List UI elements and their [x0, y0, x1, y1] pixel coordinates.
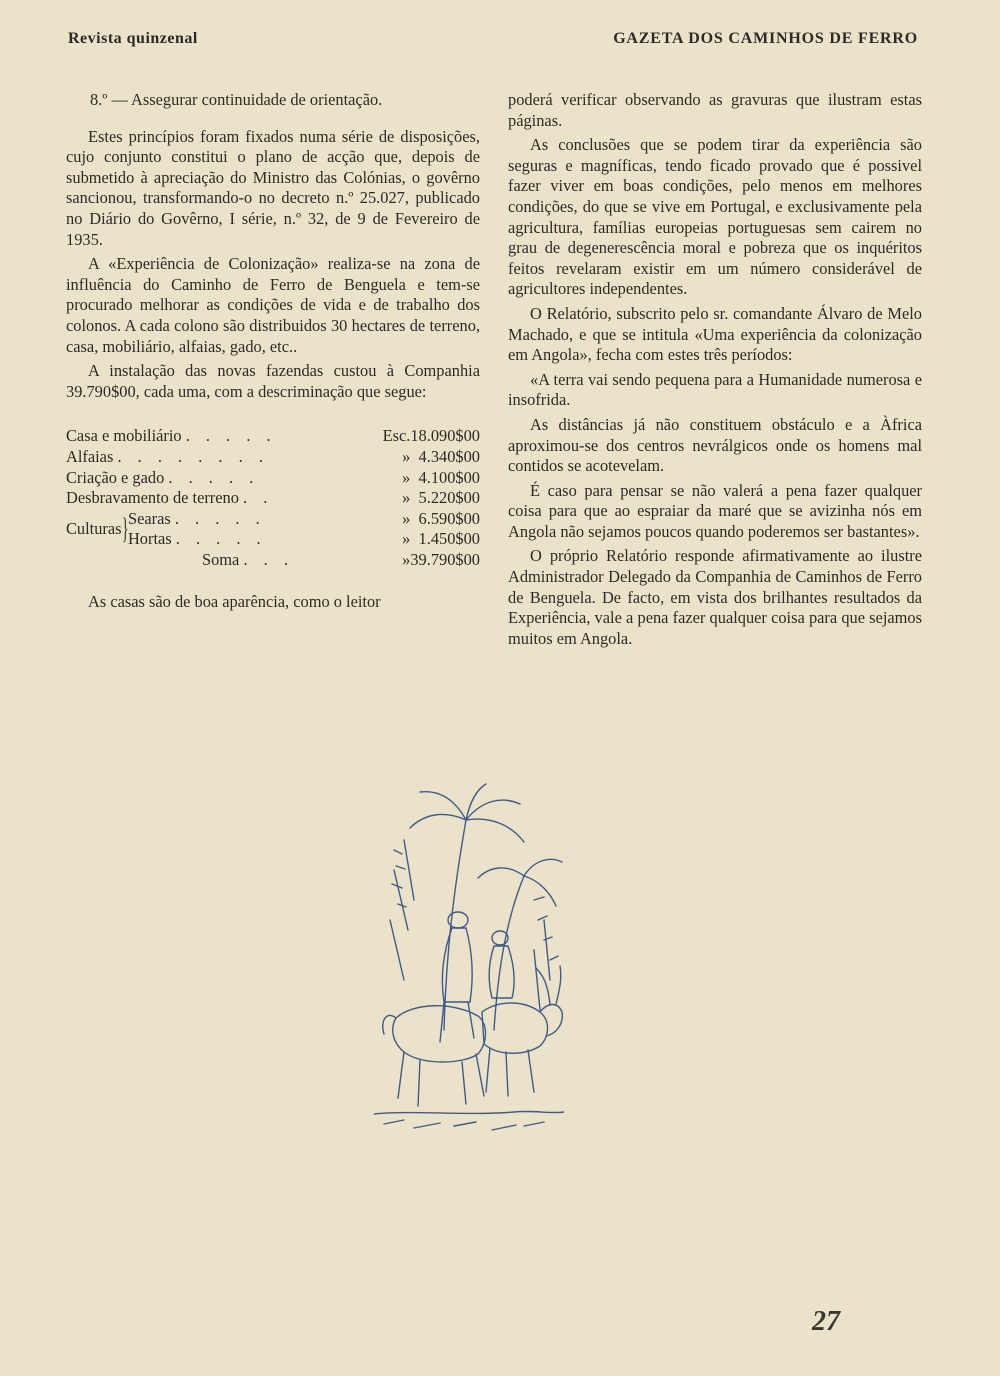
- table-row: [66, 488, 480, 509]
- row-label: Searas: [127, 508, 171, 528]
- paragraph: As casas são de boa aparência, como o leitor: [88, 592, 381, 612]
- table-total-row: [66, 550, 480, 571]
- page-number: 27: [812, 1306, 840, 1337]
- right-column: [508, 90, 922, 653]
- cost-table: [66, 426, 480, 570]
- amount: 4.100$00: [418, 467, 480, 487]
- engraving-travellers-with-oxen-icon: [374, 780, 564, 1150]
- paragraph: A «Experiência de Colonização» realiza-se na zona de influência do Caminho de Ferro de Benguela e tem-se procurado melhorar as condições de vida e de trabalho dos colonos. A cada colono são distribuidos 30 hectares de terreno, casa, mobiliário, alfaias, gado, etc..: [66, 254, 480, 356]
- leader-dots: . . . . .: [168, 467, 260, 487]
- leader-dots: . . . . .: [185, 426, 277, 446]
- item-8: 8.º — Assegurar continuidade de orientação.: [90, 90, 383, 109]
- currency: »: [402, 529, 411, 549]
- total-label: Soma: [202, 549, 240, 569]
- currency: »: [402, 549, 411, 569]
- amount: 4.340$00: [418, 446, 480, 466]
- paragraph: A instalação das novas fazendas custou à Companhia 39.790$00, cada uma, com a descriminação que segue:: [66, 361, 480, 401]
- paragraph: O próprio Relatório responde afirmativamente ao ilustre Administrador Delegado da Companhia de Caminhos de Ferro de Benguela. De facto, em vista dos brilhantes resultados da Experiência, vale a pena fazer qualquer coisa para que sejamos muitos em Angola.: [508, 546, 922, 648]
- left-column: [66, 90, 480, 617]
- row-label: Desbravamento de terreno: [66, 488, 239, 508]
- paragraph: O Relatório, subscrito pelo sr. comandante Álvaro de Melo Machado, e que se intitula «Uma experiência da colonização em Angola», fecha com estes três períodos:: [508, 303, 922, 365]
- table-row: [66, 509, 480, 530]
- paragraph: As conclusões que se podem tirar da experiência são seguras e magníficas, tendo ficado provado que é possivel fazer viver em boas condições, pelo menos em melhores condições, do que se vive em Portugal, e exclusivamente pela agricultura, famílias europeias portuguesas sem cairem no grau de degenerescência moral e pobreza que os inquéritos feitos revelaram existir em um número considerável de agricultores independentes.: [508, 135, 922, 299]
- leader-dots: . . . . . . . .: [117, 446, 269, 466]
- leader-dots: . . .: [243, 549, 294, 569]
- quote-paragraph: «A terra vai sendo pequena para a Humanidade numerosa e insofrida.: [508, 369, 922, 410]
- row-label: Casa e mobiliário: [66, 426, 182, 446]
- table-row: [66, 447, 480, 468]
- table-row: [66, 426, 480, 447]
- paragraph: poderá verificar observando as gravuras que ilustram estas páginas.: [508, 90, 922, 130]
- total-amount: 39.790$00: [410, 549, 480, 569]
- brace-icon: }: [121, 512, 128, 546]
- currency: »: [402, 446, 411, 466]
- row-label: Criação e gado: [66, 467, 165, 487]
- currency: »: [402, 467, 411, 487]
- row-label: Hortas: [127, 529, 172, 549]
- running-head-right: GAZETA DOS CAMINHOS DE FERRO: [613, 30, 918, 47]
- table-row: [66, 468, 480, 489]
- amount: 6.590$00: [418, 508, 480, 528]
- quote-paragraph: É caso para pensar se não valerá a pena fazer qualquer coisa para que ao espraiar da maré que se avizinha nós em Angola não sejamos poucos quando poderemos ser bastantes».: [508, 480, 922, 541]
- currency: Esc.: [382, 426, 411, 446]
- paragraph: Estes princípios foram fixados numa série de disposições, cujo conjunto constitui o plano de acção que, depois de submetido à apreciação do Ministro das Colónias, o govêrno sancionou, transformando-o no decreto n.º 25.027, publicado no Diário do Govêrno, I série, n.º 32, de 9 de Fevereiro de 1935.: [66, 126, 480, 249]
- row-label: Alfaias: [66, 446, 114, 466]
- amount: 5.220$00: [418, 488, 480, 508]
- currency: »: [402, 508, 411, 528]
- leader-dots: . . . . .: [175, 529, 267, 549]
- cultures-label: Culturas: [66, 518, 122, 538]
- quote-paragraph: As distâncias já não constituem obstáculo e a Àfrica aproximou-se dos centros nevrálgicos onde os homens mal contidos se acotevelam.: [508, 414, 922, 476]
- running-head-left: Revista quinzenal: [68, 30, 198, 47]
- leader-dots: . . . . .: [174, 508, 266, 528]
- currency: »: [402, 488, 411, 508]
- amount: 1.450$00: [418, 529, 480, 549]
- amount: 18.090$00: [410, 426, 480, 446]
- leader-dots: . .: [243, 488, 274, 508]
